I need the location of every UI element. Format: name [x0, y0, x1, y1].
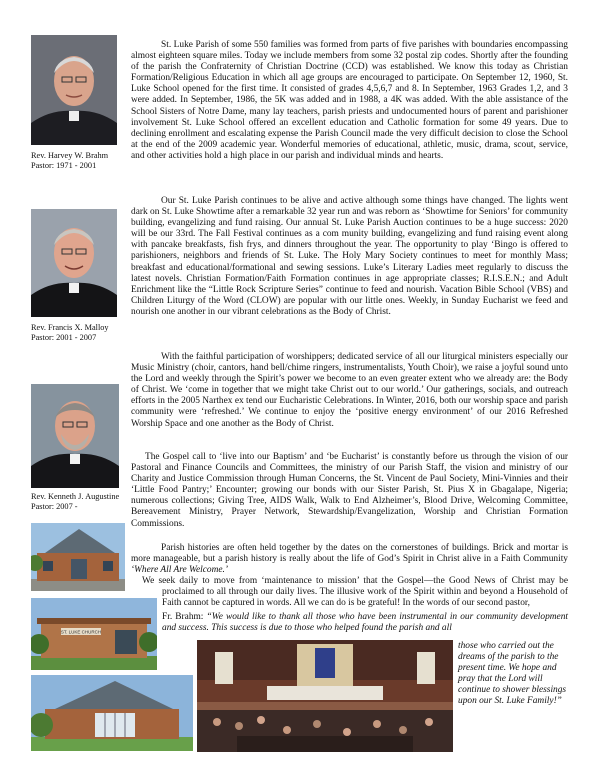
church-building-photo-3 [31, 675, 193, 751]
paragraph-histories-a [131, 543, 568, 576]
pastor-photo-brahm [31, 35, 117, 145]
paragraph-histories-b: We seek daily to move from ‘maintenance to mission’ that the Gospel—the Good News of Christ may be proclaimed to all through our daily lives. The illusive work of the Spirit within and beyond a Household of Faith cannot be captured in words. All we can do is be grateful! In the words of our second pastor, [142, 576, 568, 609]
pastor-term: Pastor: 2001 - 2007 [31, 333, 97, 342]
quote-intro [162, 612, 568, 634]
pastor-name: Rev. Harvey W. Brahm [31, 151, 109, 160]
pastor-photo-augustine [31, 384, 119, 488]
church-building-photo-1 [31, 523, 125, 591]
pastor-name: Rev. Francis X. Malloy [31, 323, 109, 332]
pastor-name: Rev. Kenneth J. Augustine [31, 492, 120, 501]
histories-text: Parish histories are often held together by the dates on the cornerstones of buildings. Brick and mortar is more manageable, but a parish history is really about the life of God’s Spirit in Christ alive in a Faith Community [131, 543, 568, 565]
welcome-phrase: ‘Where All Are Welcome.’ [131, 565, 229, 576]
fr-brahm-label: Fr. Brahm: [162, 612, 204, 622]
worship-interior-photo [197, 640, 453, 752]
pastor-term: Pastor: 1971 - 2001 [31, 161, 97, 170]
pastor-caption-brahm [31, 151, 108, 171]
building-sign: ST. LUKE CHURCH [60, 629, 102, 635]
church-building-photo-2 [31, 598, 157, 670]
pastor-photo-malloy [31, 209, 117, 317]
paragraph-parish-life: Our St. Luke Parish continues to be alive and active although some things have changed. The lights went dark on St. Luke Showtime after a remarkable 32 year run and was reborn as ‘Showtime for Seniors’ for community building, evangelizing and fund raising. Our annual St. Luke Parish Auction continues to be a huge success: 2020 will be our 33rd. The Fall Festival continues as a com munity building, evangelizing and fund raising event along with pancake breakfasts, fish frys, and dinners throughout the year. The opportunity to play ‘Bingo is offered to parishioners, neighbors and friends of St. Luke. The Holy Mary Society continues to meet for monthly Mass; breakfast and educational/formational and sewing sessions. Luke’s Literary Ladies meet regularly to discuss the latest novels. Christian Formation/Faith Formation continues in age appropriate classes; R.I.S.E.N.; and Adult Enrichment like the “Little Rock Scripture Series” continue to feed and nourish. Vacation Bible School (VBS) and Children Liturgy of the Word (CLOW) are popular with our little ones. Weekly, in Sunday Eucharist we feed and nourish one another in our vibrant celebrations as the Body of Christ. [131, 196, 568, 317]
paragraph-founding: St. Luke Parish of some 550 families was formed from parts of five parishes with boundaries encompassing almost eighteen square miles. Today we include members from some 32 postal zip codes. Shortly after the founding of the parish the Confraternity of Christian Doctrine (CCD) was established. We know this today as Christian Formation/Religious Education in which all age groups are encouraged to participate. On September 12, 1960, St. Luke School opened for the first time. It consisted of grades 4,5,6,7 and 8. In September, 1963 Grades 1,2, and 3 were added. In September, 1986, the 5K was added and in 1988, a 4K was added. With the able assistance of the School Sisters of Notre Dame, many lay teachers, parish priests and undocumented hours of parent and parishioner involvement St. Luke School offered an excellent education and Catholic formation for some 49 years. Due to declining enrollment and escalating expense the Parish Council made the very difficult decision to close the School at the end of the 2009 academic year. Wonderful memories of educational, athletic, music, drama, scout, service, and other activities hold a high place in our parish and individual minds and hearts. [131, 40, 568, 161]
pastor-caption-augustine [31, 492, 119, 512]
quote-part-1: “We would like to thank all those who have been instrumental in our community development and success. This success is due to those who helped found the parish and all [162, 612, 568, 634]
pastor-term: Pastor: 2007 - [31, 502, 78, 511]
paragraph-gospel-call: The Gospel call to ‘live into our Baptism’ and ‘be Eucharist’ is constantly before us through the vision of our Pastoral and Finance Councils and Committees, the ministry of our Parish Staff, the vision and ministry of our Charity and Justice Commission through Human Concerns, the St. Vincent de Paul Society, Mini-Vinnies and their ‘Little Food Pantry;’ Encounter; growing our bonds with our Sister Parish, St. Pius X in Gbagalape, Nigeria; numerous collections; Giving Tree, AIDS Walk, Walk to End Alzheimer’s, Blood Drive, Welcoming Committee, Bereavement Ministry, Prayer Network, Stewardship/Evangelization, Worship and Christian Formation Commissions. [131, 452, 568, 529]
paragraph-worship: With the faithful participation of worshippers; dedicated service of all our liturgical ministers especially our Music Ministry (choir, cantors, hand bell/chime ringers, instrumentalists, Youth Choir), we raise a joyful sound unto the Lord and weekly through the Spirit’s power we become to an even greater extent who we already are: the Body of Christ. We ‘come in together that we might take Christ out to our world.’ Our gatherings, socials, and outreach efforts in the 2005 Narthex ex tend our Eucharistic Celebrations. In Winter, 2016, both our worship space and parish community were ‘refreshed.’ We continue to enjoy the ‘positive energy environment’ of our 2016 Refreshed Worship Space and one another as the Body of Christ. [131, 352, 568, 429]
quote-part-2: those who carried out the dreams of the parish to the present time. We hope and pray that the Lord will continue to shower blessings upon our St. Luke Family!” [458, 641, 567, 707]
pastor-caption-malloy [31, 323, 109, 343]
